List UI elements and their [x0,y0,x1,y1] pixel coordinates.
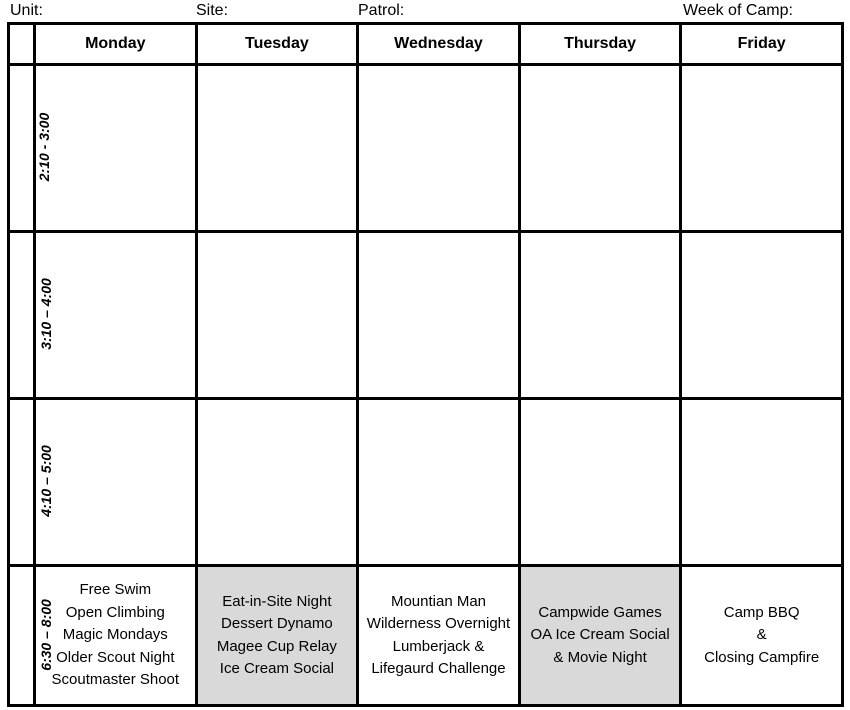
day-header-friday: Friday [681,24,843,65]
event-line: Campwide Games [538,603,662,621]
day-header-thursday: Thursday [519,24,681,65]
schedule-cell[interactable] [35,232,197,399]
schedule-cell[interactable] [681,399,843,566]
evening-cell-friday [681,566,843,706]
time-slot-label: 6:30 – 8:00 [37,598,54,671]
time-slot-row [9,232,843,399]
site-field-label: Site: [196,2,229,19]
evening-cell-thursday [519,566,681,706]
schedule-cell[interactable] [35,65,197,232]
schedule-table [7,22,844,707]
event-line: & [756,626,767,644]
event-line: Ice Cream Social [219,660,334,677]
evening-row [9,566,843,706]
week-of-camp-field-label: Week of Camp: [683,2,793,19]
event-line: Mountian Man [390,592,487,610]
evening-cell-wednesday [358,566,520,706]
patrol-field-label: Patrol: [358,2,405,19]
day-header-monday: Monday [35,24,197,65]
time-slot-label: 2:10 - 3:00 [36,112,53,182]
time-slot-row [9,399,843,566]
event-line: Dessert Dynamo [221,615,333,632]
event-line: Magee Cup Relay [216,637,337,655]
event-line: Magic Mondays [62,626,168,644]
day-header-wednesday: Wednesday [358,24,520,65]
event-line: OA Ice Cream Social [530,626,670,644]
schedule-cell[interactable] [681,65,843,232]
time-slot-cell [9,566,54,706]
event-line: Older Scout Night [56,648,175,666]
unit-field-label: Unit: [10,2,43,19]
schedule-cell[interactable] [35,399,197,566]
event-line: Lifegaurd Challenge [371,660,506,677]
time-slot-cell [9,399,54,566]
day-header-row [9,24,843,65]
schedule-cell[interactable] [358,232,520,399]
event-line: Camp BBQ [723,603,800,621]
event-line: & Movie Night [553,648,647,666]
event-line: Closing Campfire [704,648,820,666]
event-line: Free Swim [79,581,152,599]
time-slot-label: 3:10 – 4:00 [37,278,54,350]
event-line: Eat-in-Site Night [222,592,332,610]
schedule-cell[interactable] [519,65,681,232]
evening-cell-tuesday [196,566,358,706]
schedule-cell[interactable] [196,232,358,399]
schedule-cell[interactable] [358,399,520,566]
event-line: Wilderness Overnight [366,615,511,632]
schedule-cell[interactable] [196,65,358,232]
time-slot-cell [9,65,53,232]
day-header-tuesday: Tuesday [196,24,358,65]
event-line: Scoutmaster Shoot [51,671,180,689]
event-line: Lumberjack & [392,637,485,655]
time-slot-row [9,65,843,232]
corner-cell [9,24,35,65]
schedule-cell[interactable] [196,399,358,566]
schedule-cell[interactable] [681,232,843,399]
time-slot-label: 4:10 – 5:00 [37,445,54,517]
schedule-cell[interactable] [519,399,681,566]
event-line: Open Climbing [65,603,165,621]
schedule-cell[interactable] [519,232,681,399]
evening-cell-monday [35,566,197,706]
time-slot-cell [9,232,54,399]
schedule-cell[interactable] [358,65,520,232]
